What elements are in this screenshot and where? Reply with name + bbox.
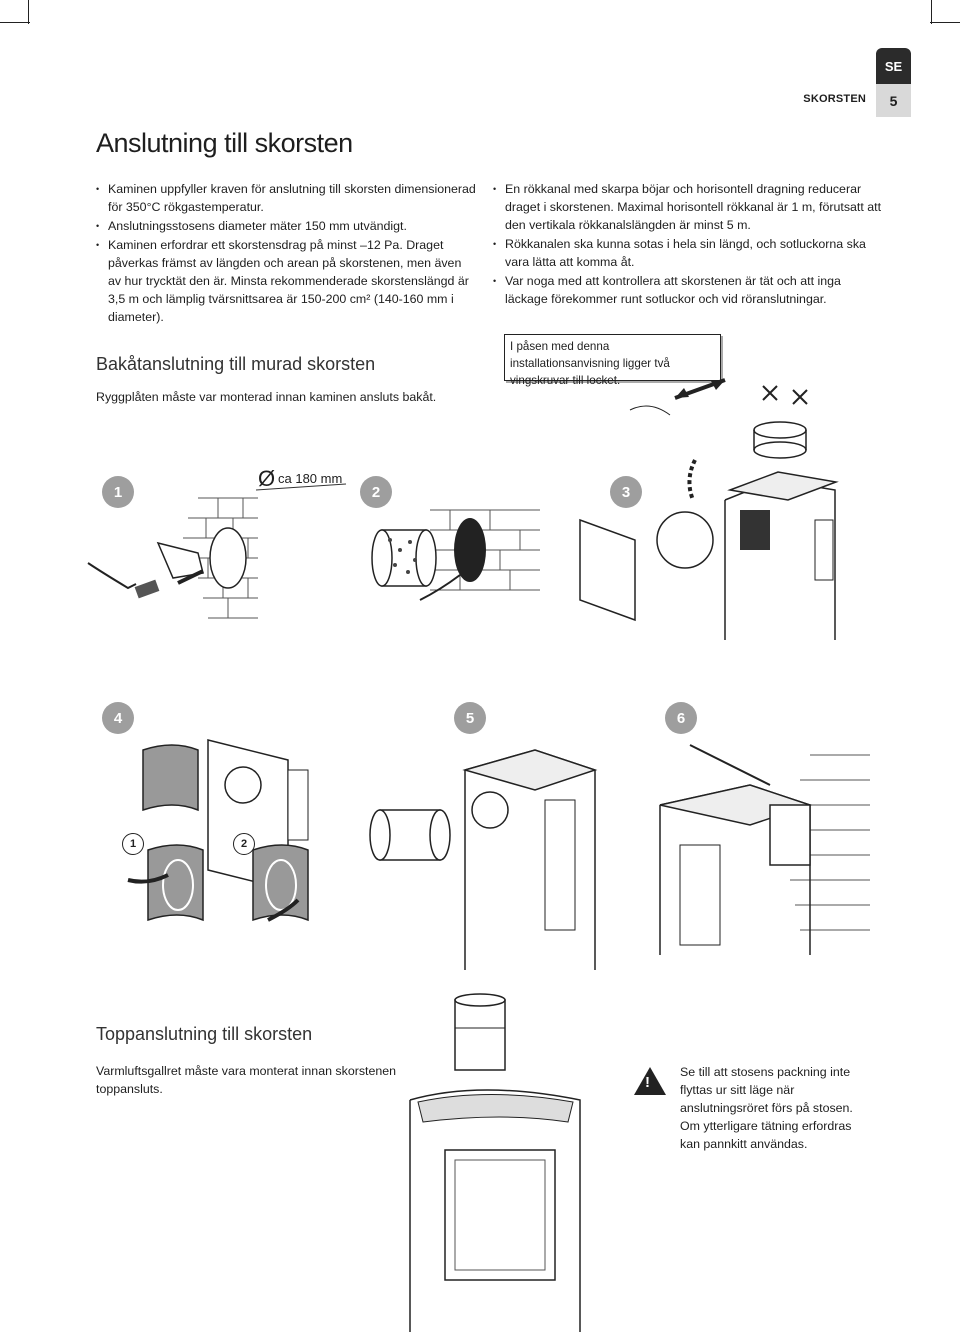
warning-text: Se till att stosens packning inte flyttas ur sitt läge när anslutningsröret förs på stosen. Om ytterligare tätning erfordras kan pannkitt användas. — [680, 1065, 853, 1151]
step-number: 1 — [102, 476, 134, 508]
step3-illustration — [555, 380, 855, 640]
step-number: 4 — [102, 702, 134, 734]
top-connection-illustration — [400, 1000, 600, 1332]
substep-number: 2 — [233, 833, 255, 855]
step1-illustration — [88, 488, 258, 638]
back-connection-text: Ryggplåten måste var monterad innan kaminen ansluts bakåt. — [96, 390, 437, 404]
step-number: 2 — [360, 476, 392, 508]
step-number: 3 — [610, 476, 642, 508]
page-number: 5 — [876, 84, 911, 117]
top-connection-heading: Toppanslutning till skorsten — [96, 1024, 313, 1044]
list-item: • Kaminen uppfyller kraven för anslutning till skorsten dimensionerad för 350°C rökgastemperatur. — [96, 180, 476, 216]
language-badge: SE — [876, 48, 911, 84]
list-item: • Anslutningsstosens diameter mäter 150 mm utvändigt. — [96, 217, 476, 235]
back-connection-heading: Bakåtanslutning till murad skorsten — [96, 354, 376, 374]
list-item: • En rökkanal med skarpa böjar och horisontell dragning reducerar draget i skorstenen. Maximal horisontell rökkanal är 1 m, förutsatt att den vertikala rökkanalslängden är minst 5 m. — [493, 180, 881, 234]
list-item: • Var noga med att kontrollera att skorstenen är tät och att inga läckage förekommer runt sotluckor och vid röranslutningar. — [493, 272, 881, 308]
substep-number: 1 — [122, 833, 144, 855]
top-connection-text: Varmluftsgallret måste vara monterat innan skorstenen toppansluts. — [96, 1064, 397, 1096]
warning-glyph: ! — [645, 1074, 650, 1091]
page-title: Anslutning till skorsten — [96, 128, 353, 158]
step-number: 5 — [454, 702, 486, 734]
warning-icon — [633, 1066, 667, 1096]
note-box: I påsen med denna installationsanvisning ligger två vingskruvar till locket. — [504, 334, 721, 381]
section-label: SKORSTEN — [803, 93, 866, 105]
step2-illustration — [360, 500, 540, 620]
step4-illustration — [118, 730, 318, 970]
diameter-label: ca 180 mm — [278, 471, 343, 486]
step6-illustration — [650, 735, 870, 965]
step-number: 6 — [665, 702, 697, 734]
step5-illustration — [380, 730, 600, 970]
list-item: • Rökkanalen ska kunna sotas i hela sin längd, och sotluckorna ska vara lätta att komma åt. — [493, 235, 881, 271]
list-item: • Kaminen erfordrar ett skorstensdrag på minst –12 Pa. Draget påverkas främst av längden och arean på skorstenen, men även av hur trycktät den är. Minsta rekommenderade skorstenslängd är 3,5 m och lämplig tvärsnittsarea är 150-200 cm² (140-160 mm i diameter). — [96, 236, 476, 326]
diameter-symbol: Ø — [258, 466, 276, 491]
